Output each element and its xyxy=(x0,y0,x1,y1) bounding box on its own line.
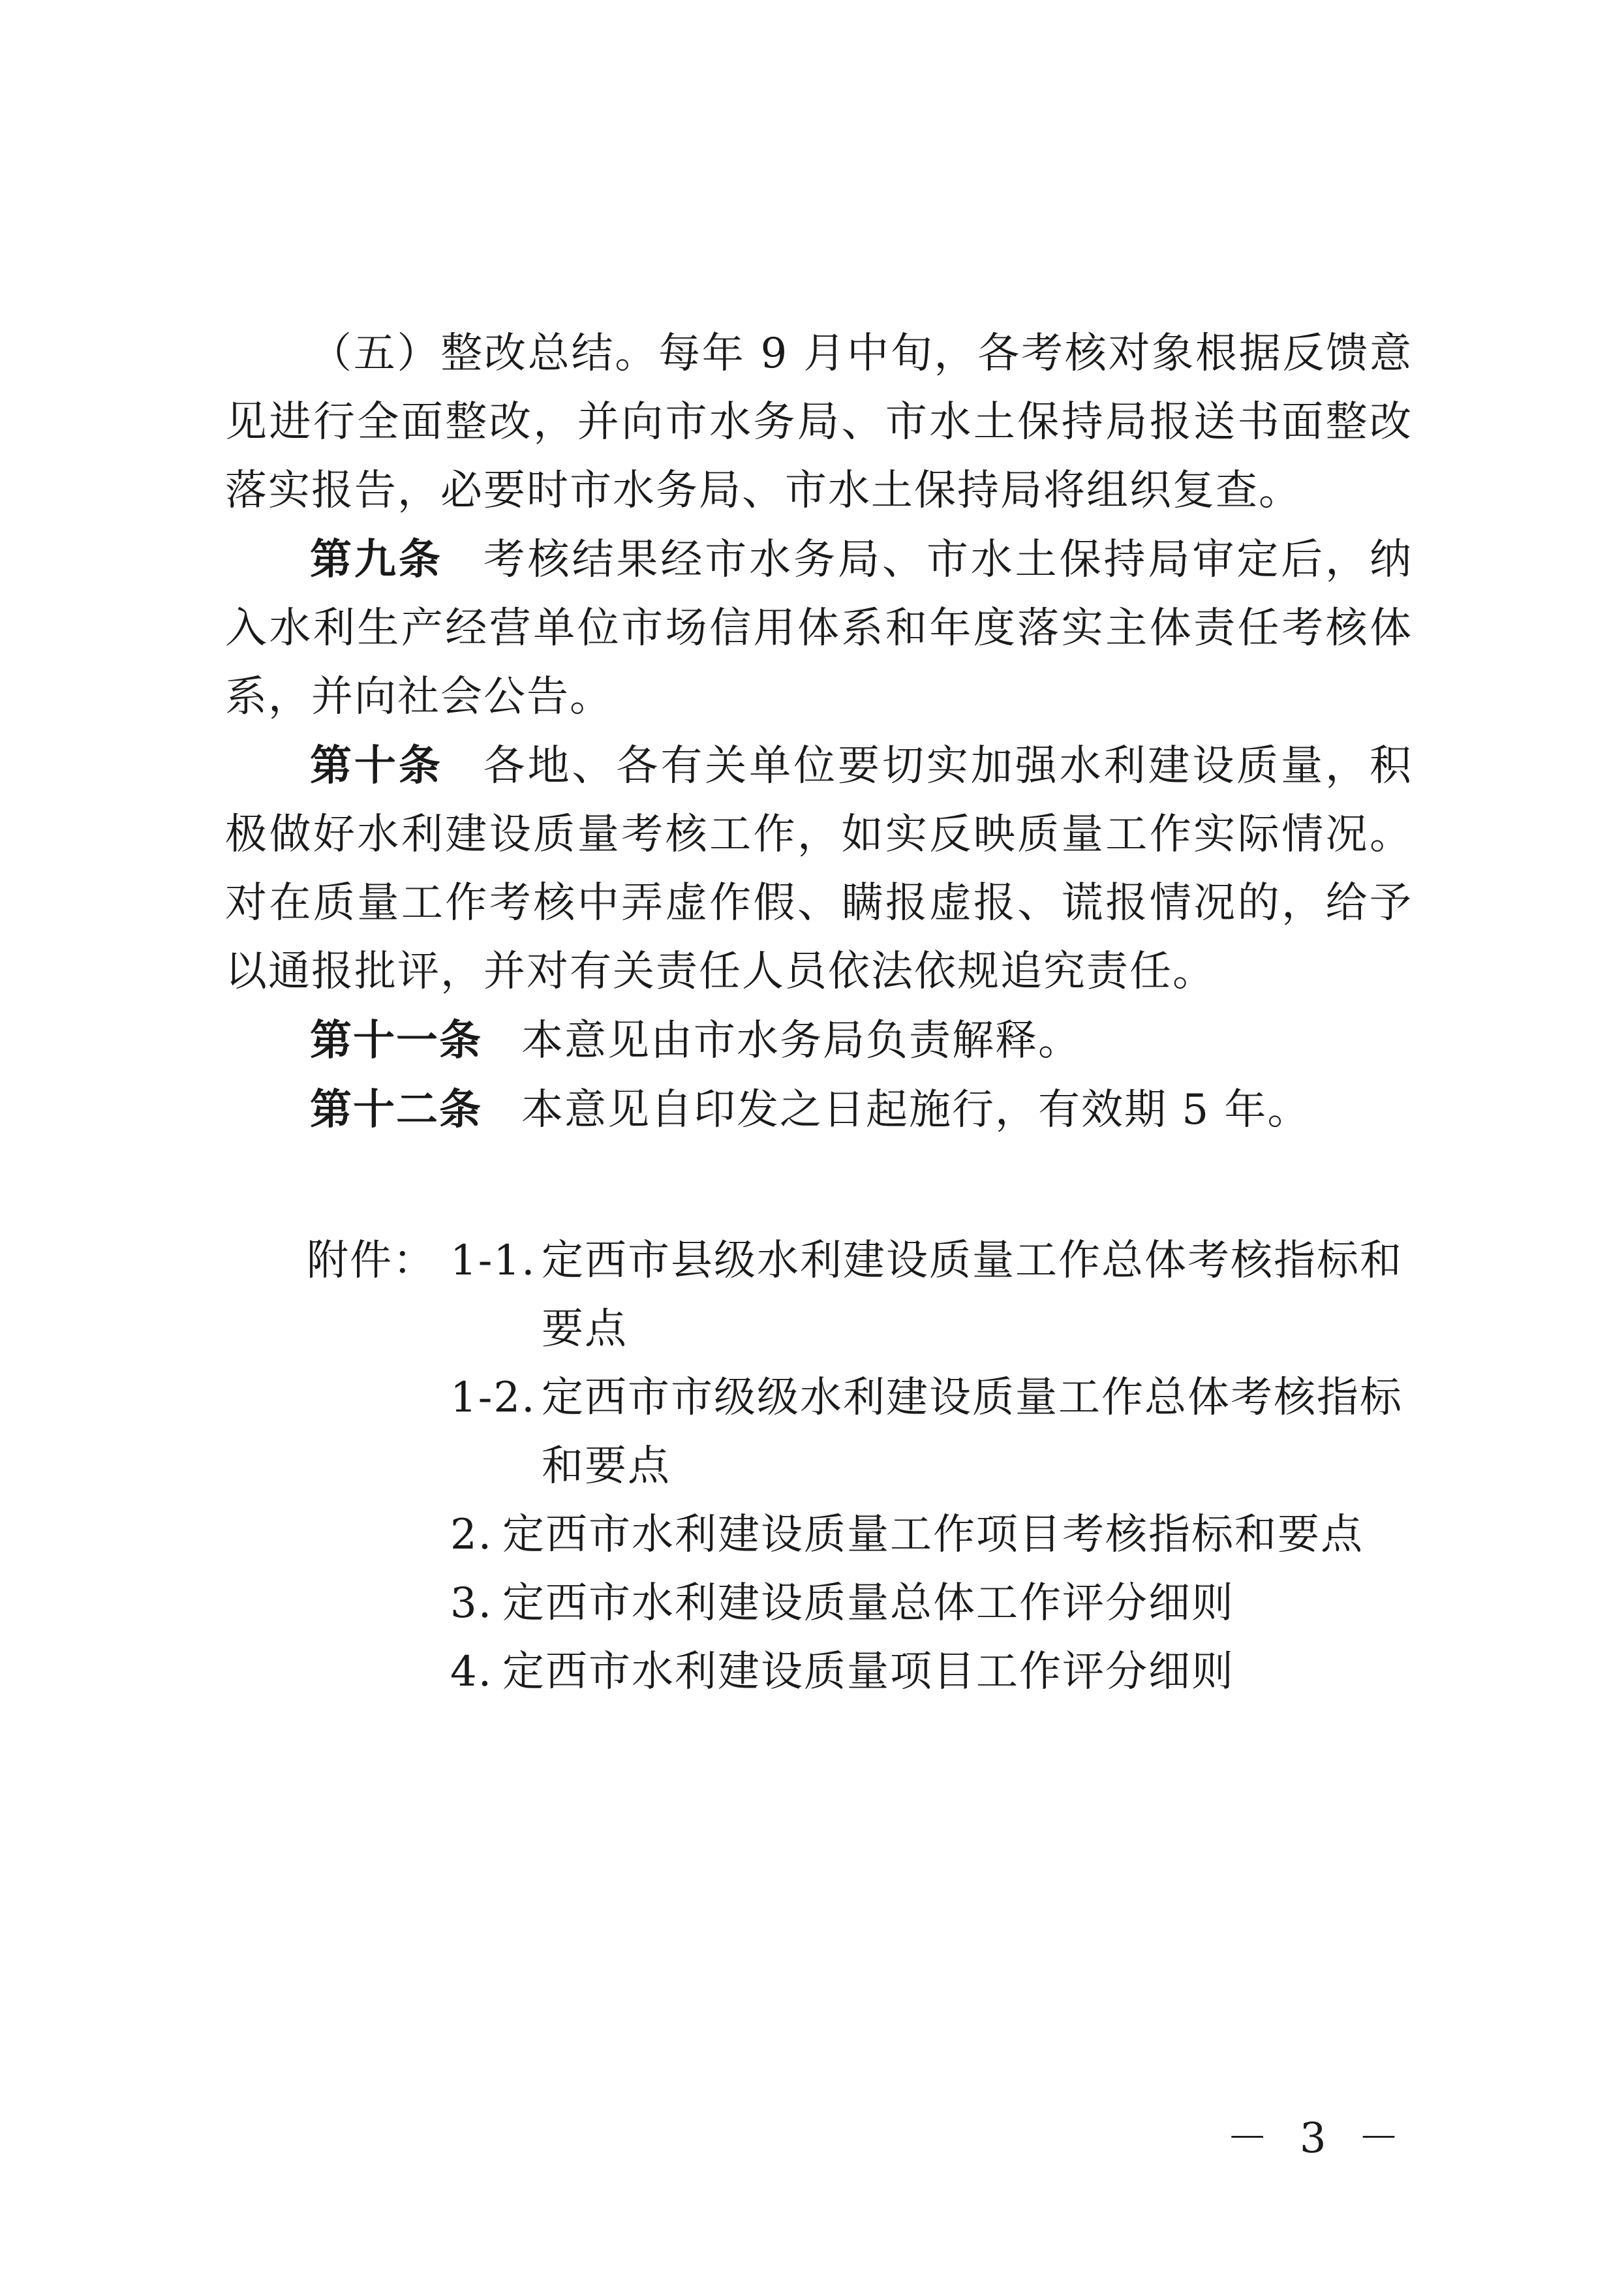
page-number: － 3 － xyxy=(1226,2114,1409,2163)
attachments-section xyxy=(307,1227,1429,1706)
attachment-title: 定西市县级水利建设质量工作总体考核指标和要点 xyxy=(542,1237,1403,1353)
paragraph-text: （五）整改总结。每年 9 月中旬，各考核对象根据反馈意见进行全面整改，并向市水务局、市水土保持局报送书面整改落实报告，必要时市水务局、市水土保持局将组织复查。 xyxy=(225,330,1413,515)
article-label: 第十一条 xyxy=(310,1016,482,1065)
article-label: 第十二条 xyxy=(310,1085,482,1134)
attachment-number: 1-2. xyxy=(450,1374,536,1422)
article-text: 本意见由市水务局负责解释。 xyxy=(521,1017,1081,1065)
article-label: 第九条 xyxy=(310,535,443,584)
attachment-title: 定西市水利建设质量工作项目考核指标和要点 xyxy=(502,1511,1364,1559)
article-label: 第十条 xyxy=(310,741,443,790)
attachment-item xyxy=(450,1569,1429,1638)
attachment-item xyxy=(450,1227,1429,1364)
attachments-heading: 附件： xyxy=(307,1237,436,1285)
attachment-number: 4. xyxy=(450,1648,493,1696)
article-text: 各地、各有关单位要切实加强水利建设质量，积极做好水利建设质量考核工作，如实反映质量工作实际情况。对在质量工作考核中弄虚作假、瞒报虚报、谎报情况的，给予以通报批评，并对有关责任人员依法依规追究责任。 xyxy=(225,742,1413,996)
attachments-row xyxy=(307,1227,1429,1706)
article-text: 考核结果经市水务局、市水土保持局审定后，纳入水利生产经营单位市场信用体系和年度落实主体责任考核体系，并向社会公告。 xyxy=(225,536,1413,721)
attachment-number: 2. xyxy=(450,1511,493,1559)
attachments-list xyxy=(450,1227,1429,1706)
attachment-item xyxy=(450,1638,1429,1706)
attachment-item xyxy=(450,1364,1429,1501)
attachment-title: 定西市市级级水利建设质量工作总体考核指标和要点 xyxy=(542,1374,1403,1490)
article-9 xyxy=(225,525,1413,732)
body-text xyxy=(225,320,1413,1145)
article-11 xyxy=(225,1006,1413,1075)
attachment-item xyxy=(450,1501,1429,1569)
attachment-number: 3. xyxy=(450,1579,493,1628)
attachment-title: 定西市水利建设质量总体工作评分细则 xyxy=(502,1579,1234,1628)
article-10 xyxy=(225,732,1413,1006)
paragraph-rectification xyxy=(225,320,1413,525)
article-text: 本意见自印发之日起施行，有效期 5 年。 xyxy=(521,1086,1311,1134)
article-12 xyxy=(225,1075,1413,1145)
attachment-number: 1-1. xyxy=(450,1237,536,1285)
attachment-title: 定西市水利建设质量项目工作评分细则 xyxy=(502,1648,1234,1696)
